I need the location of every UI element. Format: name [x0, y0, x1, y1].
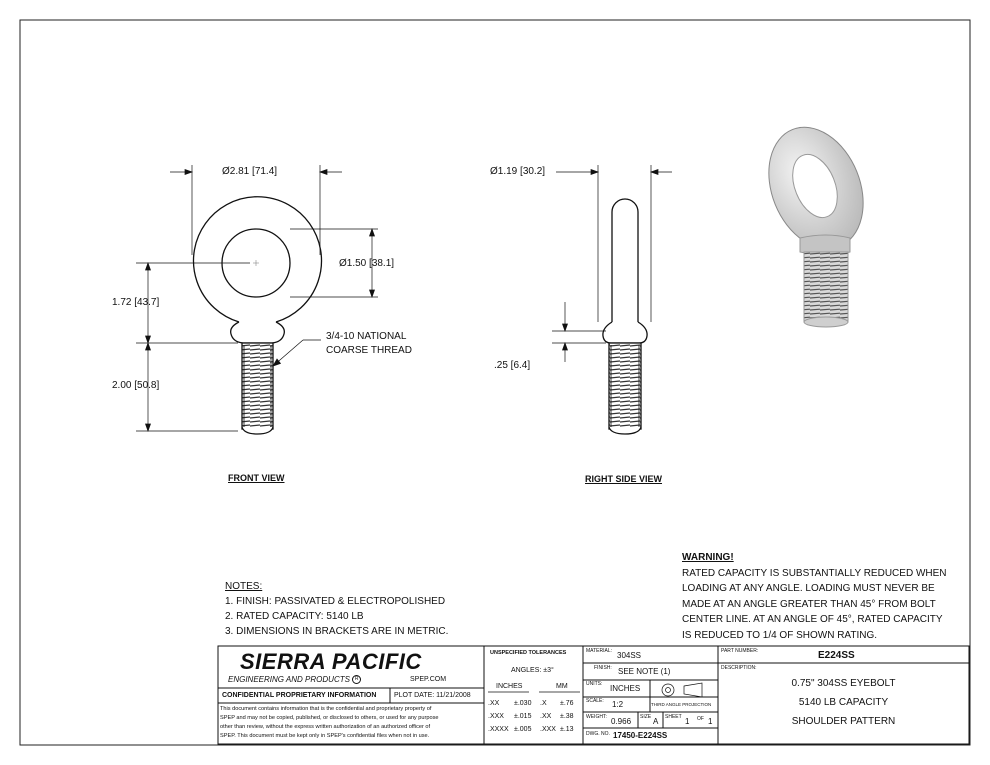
part-number-label: PART NUMBER:	[721, 648, 759, 654]
note-item: 3. DIMENSIONS IN BRACKETS ARE IN METRIC.	[225, 626, 449, 637]
plot-date: PLOT DATE: 11/21/2008	[394, 692, 471, 699]
material-value: 304SS	[617, 651, 642, 660]
front-view-drawing	[194, 197, 322, 434]
dwg-number: 17450-E224SS	[613, 731, 668, 740]
warning-line: IS REDUCED TO 1/4 OF SHOWN RATING.	[682, 629, 878, 641]
warning-line: MADE AT AN ANGLE GREATER THAN 45° FROM BOLT	[682, 598, 936, 610]
sheet-value: 1	[685, 717, 690, 726]
tolerance-row: .XX ±.030 .X ±.76	[488, 700, 574, 707]
sheet-total: 1	[708, 717, 713, 726]
units-label: UNITS:	[586, 681, 603, 687]
description-block: 0.75" 304SS EYEBOLT 5140 LB CAPACITY SHOULDER PATTERN	[791, 678, 896, 727]
tolerances-title: UNSPECIFIED TOLERANCES	[490, 650, 567, 656]
scale-value: 1:2	[612, 700, 624, 709]
warning-line: LOADING AT ANY ANGLE. LOADING MUST NEVER BE	[682, 583, 935, 594]
warning-line: RATED CAPACITY IS SUBSTANTIALLY REDUCED WHEN	[682, 567, 947, 579]
side-shoulder-dim: .25 [6.4]	[494, 360, 531, 371]
tolerances-angles: ANGLES: ±3°	[511, 667, 554, 674]
weight-value: 0.966	[611, 717, 632, 726]
notes-title: NOTES:	[225, 581, 263, 592]
front-outer-diameter-dim: Ø2.81 [71.4]	[222, 166, 278, 177]
front-eye-height-dim: 1.72 [43.7]	[112, 297, 160, 308]
registered-icon: R	[352, 675, 361, 684]
tolerances-inches-header: INCHES	[496, 683, 523, 690]
weight-label: WEIGHT:	[586, 714, 607, 720]
of-label: OF	[697, 716, 704, 722]
size-label: SIZE	[640, 714, 652, 720]
note-item: 1. FINISH: PASSIVATED & ELECTROPOLISHED	[225, 596, 446, 607]
finish-value: SEE NOTE (1)	[618, 667, 671, 676]
tolerance-row: .XXXX ±.005 .XXX ±.13	[488, 726, 574, 733]
third-angle-projection-icon	[662, 683, 702, 697]
warning-block	[682, 550, 947, 643]
front-inner-diameter-dim: Ø1.50 [38.1]	[339, 258, 395, 269]
part-number: E224SS	[818, 650, 855, 661]
sheet-label: SHEET	[665, 714, 682, 720]
confidential-label: CONFIDENTIAL PROPRIETARY INFORMATION	[222, 692, 377, 699]
finish-label: FINISH:	[594, 665, 612, 671]
projection-label: THIRD ANGLE PROJECTION	[651, 702, 712, 707]
company-logo: SIERRA PACIFIC	[240, 649, 422, 674]
front-view-label: FRONT VIEW	[228, 473, 285, 483]
tolerance-row: .XXX ±.015 .XX ±.38	[488, 713, 574, 720]
warning-title: WARNING!	[682, 552, 734, 563]
front-shank-length-dim: 2.00 [50.8]	[112, 380, 160, 391]
tolerances-mm-header: MM	[556, 683, 568, 690]
tolerances-table	[488, 697, 574, 736]
dwg-label: DWG. NO.	[586, 731, 610, 737]
company-website: SPEP.COM	[410, 676, 447, 683]
description-label: DESCRIPTION:	[721, 665, 757, 671]
notes-block	[225, 579, 448, 639]
company-subtitle: ENGINEERING AND PRODUCTS R	[228, 675, 361, 684]
warning-line: CENTER LINE. AT AN ANGLE OF 45°, RATED CAPACITY	[682, 614, 943, 625]
thread-note: 3/4-10 NATIONAL COARSE THREAD	[326, 331, 412, 356]
scale-label: SCALE:	[586, 698, 604, 704]
size-value: A	[653, 717, 659, 726]
side-view-label: RIGHT SIDE VIEW	[585, 474, 663, 484]
side-view-drawing	[603, 199, 647, 434]
side-width-dim: Ø1.19 [30.2]	[490, 166, 546, 177]
note-item: 2. RATED CAPACITY: 5140 LB	[225, 611, 364, 622]
isometric-eyebolt-image	[752, 113, 881, 327]
disclaimer-text: This document contains information that is the confidential and proprietary property of SPEP and may not be copied, published, or disclosed to others, or used for any purpose other than review, without the express written authorization of an authorized officer of SPEP. This document must be kept only in SPEP's confidential files when not in use.	[220, 706, 439, 739]
units-value: INCHES	[610, 684, 641, 693]
material-label: MATERIAL:	[586, 648, 613, 654]
